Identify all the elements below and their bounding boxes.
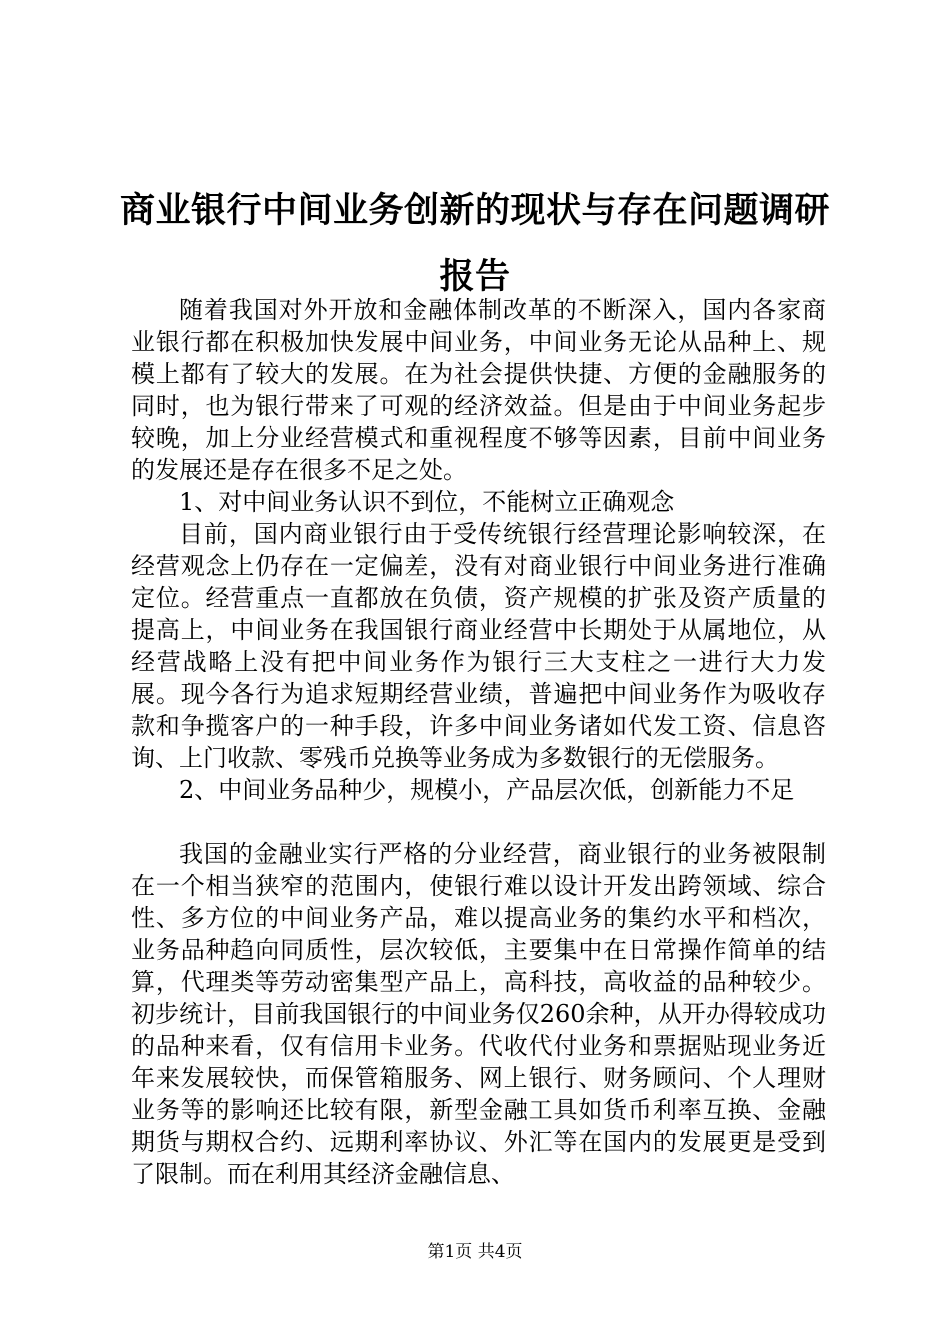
section-heading-2: 2、中间业务品种少，规模小，产品层次低，创新能力不足 (179, 776, 795, 804)
section-heading-1: 1、对中间业务认识不到位，不能树立正确观念 (179, 488, 675, 516)
document-title: 商业银行中间业务创新的现状与存在问题调研报告 (119, 190, 830, 297)
paragraph-intro: 随着我国对外开放和金融体制改革的不断深入，国内各家商业银行都在积极加快发展中间业务，中间业务无论从品种上、规模上都有了较大的发展。在为社会提供快捷、方便的金融服务的同时，也为银行带来了可观的经济效益。但是由于中间业务起步较晚，加上分业经营模式和重视程度不够等因素，目前中间业务的发展还是存在很多不足之处。 (131, 296, 826, 484)
paragraph-section-2: 我国的金融业实行严格的分业经营，商业银行的业务被限制在一个相当狭窄的范围内，使银行难以设计开发出跨领域、综合性、多方位的中间业务产品，难以提高业务的集约水平和档次，业务品种趋向同质性，层次较低，主要集中在日常操作简单的结算，代理类等劳动密集型产品上，高科技，高收益的品种较少。初步统计，目前我国银行的中间业务仅260余种，从开办得较成功的品种来看，仅有信用卡业务。代收代付业务和票据贴现业务近年来发展较快，而保管箱服务、网上银行、财务顾问、个人理财业务等的影响还比较有限，新型金融工具如货币利率互换、金融期货与期权合约、远期利率协议、外汇等在国内的发展更是受到了限制。而在利用其经济金融信息、 (131, 840, 826, 1188)
page-footer: 第1页 共4页 (427, 1242, 523, 1262)
paragraph-section-1: 目前，国内商业银行由于受传统银行经营理论影响较深，在经营观念上仍存在一定偏差，没有对商业银行中间业务进行准确定位。经营重点一直都放在负债，资产规模的扩张及资产质量的提高上，中间业务在我国银行商业经营中长期处于从属地位，从经营战略上没有把中间业务作为银行三大支柱之一进行大力发展。现今各行为追求短期经营业绩，普遍把中间业务作为吸收存款和争揽客户的一种手段，许多中间业务诸如代发工资、信息咨询、上门收款、零残币兑换等业务成为多数银行的无偿服务。 (131, 520, 826, 772)
document-body (131, 294, 826, 1190)
